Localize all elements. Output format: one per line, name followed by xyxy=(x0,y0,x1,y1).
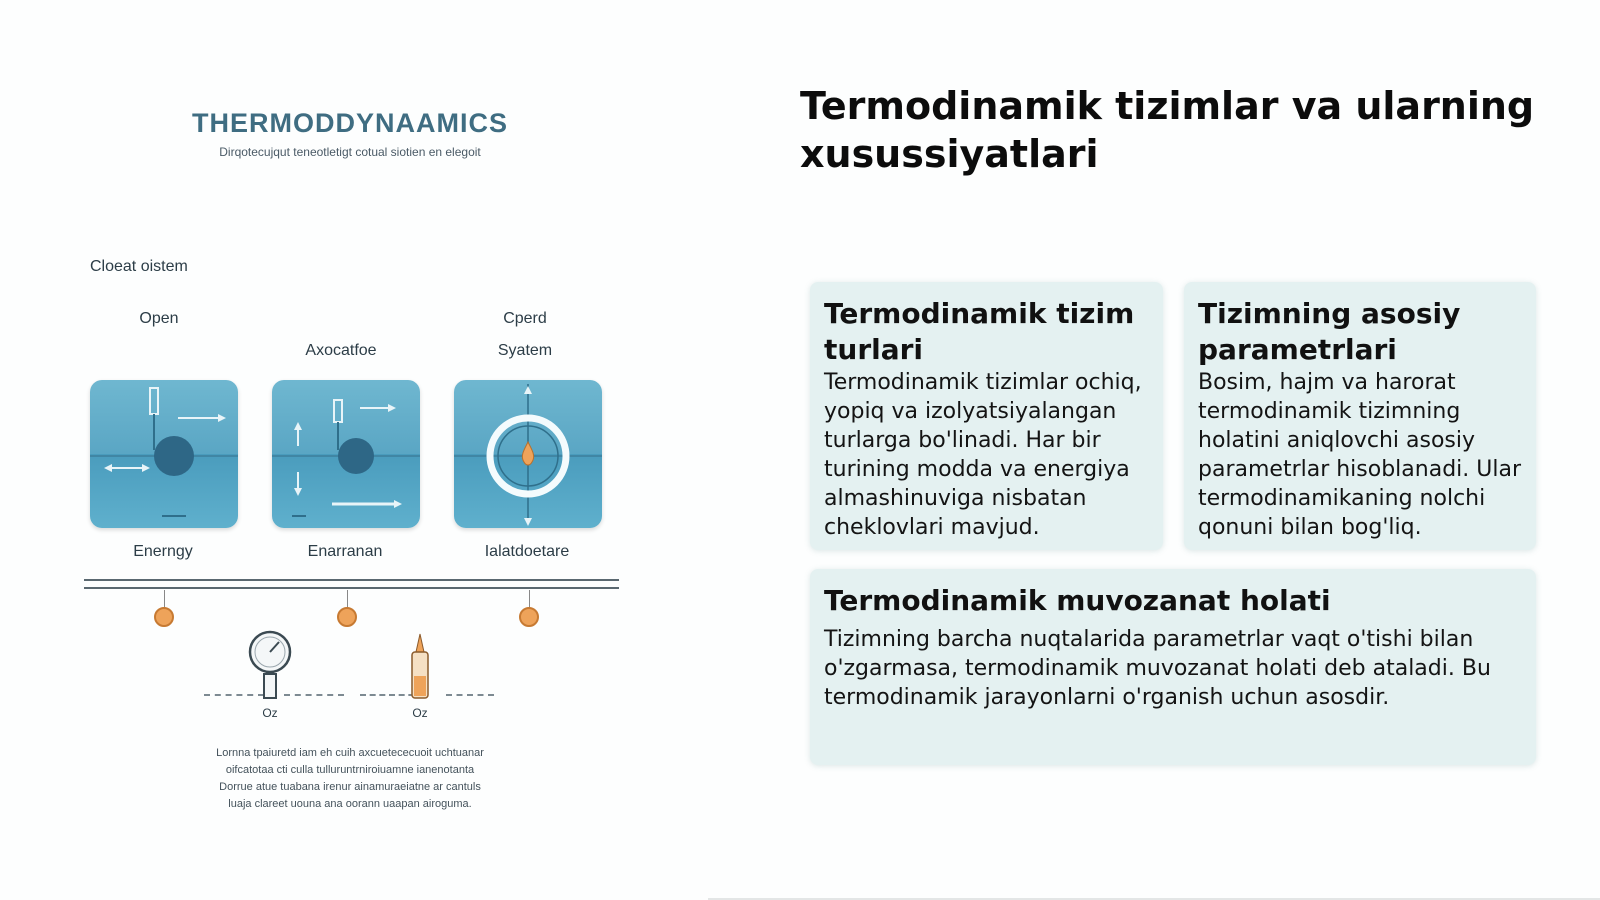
dashed-line xyxy=(446,694,494,696)
illustration-title: THERMODDYNAAMICS xyxy=(192,108,508,138)
indicator-dot xyxy=(337,607,357,627)
closed-system-icon xyxy=(272,380,420,528)
isolated-system-icon xyxy=(454,380,602,528)
closed-system-tile xyxy=(272,380,420,528)
caption-line: luaja clareet uouna ana oorann uaapan airoguma. xyxy=(228,798,472,810)
card-equilibrium-state xyxy=(810,569,1536,765)
label-isolated-top: Cperd xyxy=(503,310,547,327)
label-isolated-top2: Syatem xyxy=(497,342,553,359)
pressure-gauge-icon xyxy=(246,630,294,702)
caption-line: Dorrue atue tuabana irenur ainamuraeiatne ar cantuls xyxy=(219,781,481,793)
card-body: Tizimning barcha nuqtalarida parametrlar vaqt o'tishi bilan o'zgarmasa, termodinamik muvozanat holati deb ataladi. Bu termodinamik jarayonlarni o'rganish uchun asosdir. xyxy=(824,627,1491,710)
illustration-caption xyxy=(180,745,520,813)
isolated-system-tile xyxy=(454,380,602,528)
rail-line-top xyxy=(84,579,619,581)
thermometer-icon xyxy=(406,630,434,702)
slide-title: Termodinamik tizimlar va ularning xusussiyatlari xyxy=(800,84,1535,176)
dot-stem xyxy=(529,590,530,608)
label-middle: Axocatfoe xyxy=(305,342,377,359)
illustration-subtitle: Dirqotecujqut teneotletigt cotual siotien en elegoit xyxy=(219,145,481,159)
card-body: Termodinamik tizimlar ochiq, yopiq va izolyatsiyalangan turlarga bo'linadi. Har bir turining modda va energiya almashinuviga nisbatan cheklovlari mavjud. xyxy=(824,370,1142,540)
caption-line: Lornna tpaiuretd iam eh cuih axcuetececuoit uchtuanar xyxy=(216,747,484,759)
indicator-dot xyxy=(154,607,174,627)
card-system-parameters xyxy=(1184,282,1536,550)
label-closed-system: Cloeat oistem xyxy=(90,258,188,275)
open-system-icon xyxy=(90,380,238,528)
dot-stem xyxy=(347,590,348,608)
label-open: Open xyxy=(139,310,179,327)
gauge-label: Oz xyxy=(262,706,278,720)
rail-line-bottom xyxy=(84,587,619,589)
label-environment: Enarranan xyxy=(307,543,383,560)
dot-stem xyxy=(164,590,165,608)
thermodynamics-illustration xyxy=(70,90,630,830)
open-system-tile xyxy=(90,380,238,528)
thermometer-label: Oz xyxy=(412,706,428,720)
card-body: Bosim, hajm va harorat termodinamik tizimning holatini aniqlovchi asosiy parametrlar hisoblanadi. Ular termodinamikaning nolchi qonuni bilan bog'liq. xyxy=(1198,370,1522,540)
card-heading: Tizimning asosiy parametrlari xyxy=(1198,297,1461,366)
label-energy: Enerngy xyxy=(133,543,193,560)
indicator-dot xyxy=(519,607,539,627)
card-heading: Termodinamik muvozanat holati xyxy=(824,584,1331,617)
label-isolated-bottom: Ialatdoetare xyxy=(484,543,570,560)
caption-line: oifcatotaa cti culla tulluruntrniroiuamne ianenotanta xyxy=(225,764,475,776)
card-system-types xyxy=(810,282,1163,550)
card-heading: Termodinamik tizim turlari xyxy=(824,297,1135,366)
